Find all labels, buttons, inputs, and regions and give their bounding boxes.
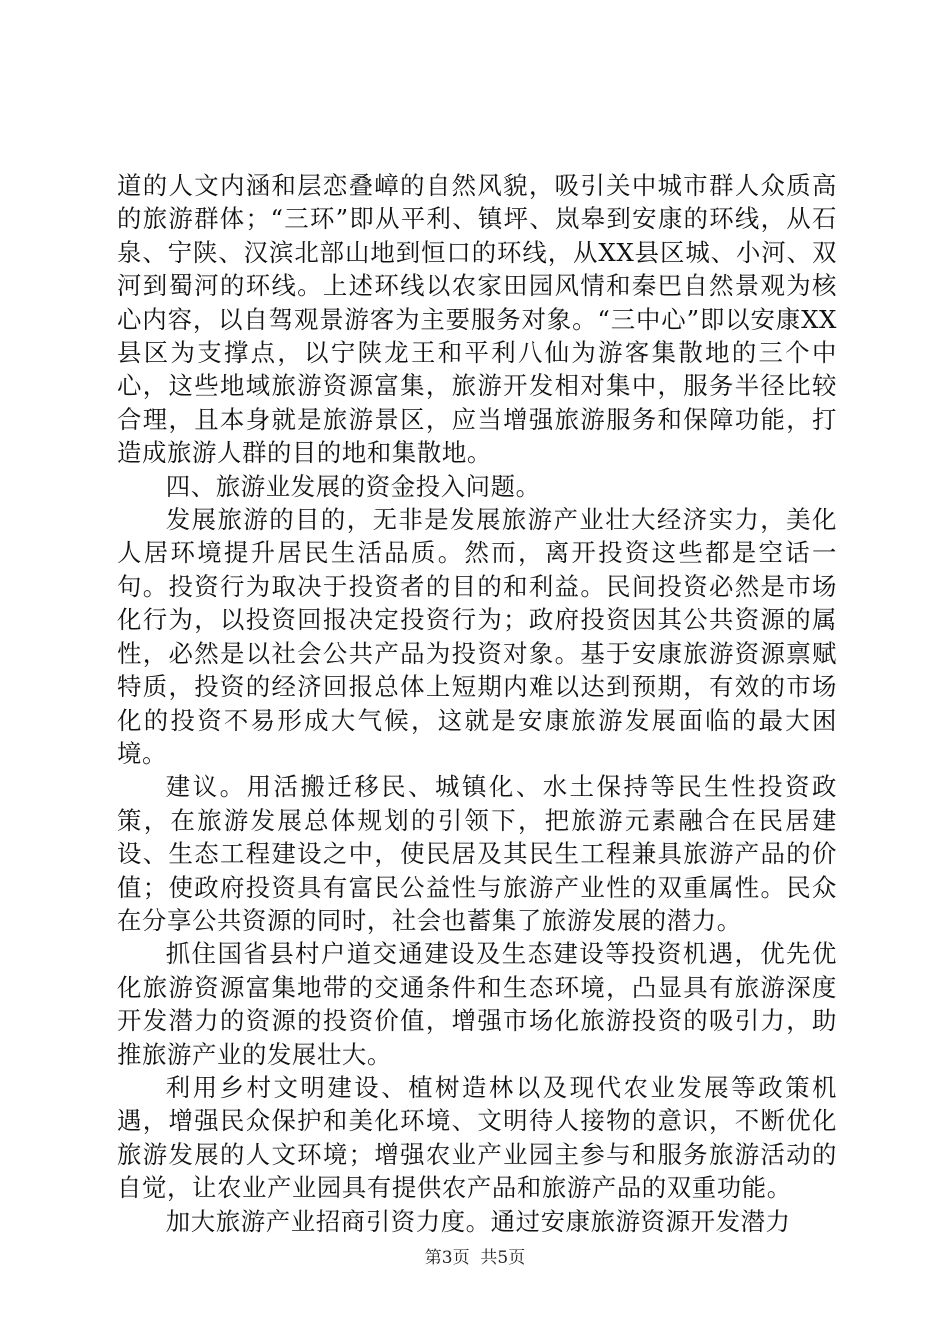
document-body: [117, 169, 837, 1238]
paragraph-1: 道的人文内涵和层恋叠嶂的自然风貌，吸引关中城市群人众质高的旅游群体；“三环”即从平利、镇坪、岚皋到安康的环线，从石泉、宁陕、汉滨北部山地到恒口的环线，从XX县区城、小河、双河到蜀河的环线。上述环线以农家田园风情和秦巴自然景观为核心内容，以自驾观景游客为主要服务对象。“三中心”即以安康XX县区为支撑点，以宁陕龙王和平利八仙为游客集散地的三个中心，这些地域旅游资源富集，旅游开发相对集中，服务半径比较合理，且本身就是旅游景区，应当增强旅游服务和保障功能，打造成旅游人群的目的地和集散地。: [117, 171, 837, 468]
paragraph-2: 发展旅游的目的，无非是发展旅游产业壮大经济实力，美化人居环境提升居民生活品质。然而，离开投资这些都是空话一句。投资行为取决于投资者的目的和利益。民间投资必然是市场化行为，以投资回报决定投资行为；政府投资因其公共资源的属性，必然是以社会公共产品为投资对象。基于安康旅游资源禀赋特质，投资的经济回报总体上短期内难以达到预期，有效的市场化的投资不易形成大气候，这就是安康旅游发展面临的最大困境。: [117, 505, 837, 768]
paragraph-5: 利用乡村文明建设、植树造林以及现代农业发展等政策机遇，增强民众保护和美化环境、文明待人接物的意识，不断优化旅游发展的人文环境；增强农业产业园主参与和服务旅游活动的自觉，让农业产业园具有提供农产品和旅游产品的双重功能。: [117, 1072, 837, 1203]
page-number: 第3页 共5页: [424, 1248, 526, 1268]
paragraph-3: 建议。用活搬迁移民、城镇化、水土保持等民生性投资政策，在旅游发展总体规划的引领下，把旅游元素融合在民居建设、生态工程建设之中，使民居及其民生工程兼具旅游产品的价值；使政府投资具有富民公益性与旅游产业性的双重属性。民众在分享公共资源的同时，社会也蓄集了旅游发展的潜力。: [117, 772, 837, 935]
paragraph-4: 抓住国省县村户道交通建设及生态建设等投资机遇，优先优化旅游资源富集地带的交通条件和生态环境，凸显具有旅游深度开发潜力的资源的投资价值，增强市场化旅游投资的吸引力，助推旅游产业的发展壮大。: [117, 939, 837, 1069]
paragraph-6: 加大旅游产业招商引资力度。通过安康旅游资源开发潜力: [165, 1206, 791, 1236]
section-heading-4: 四、旅游业发展的资金投入问题。: [165, 471, 541, 501]
page-footer: [0, 1247, 950, 1269]
